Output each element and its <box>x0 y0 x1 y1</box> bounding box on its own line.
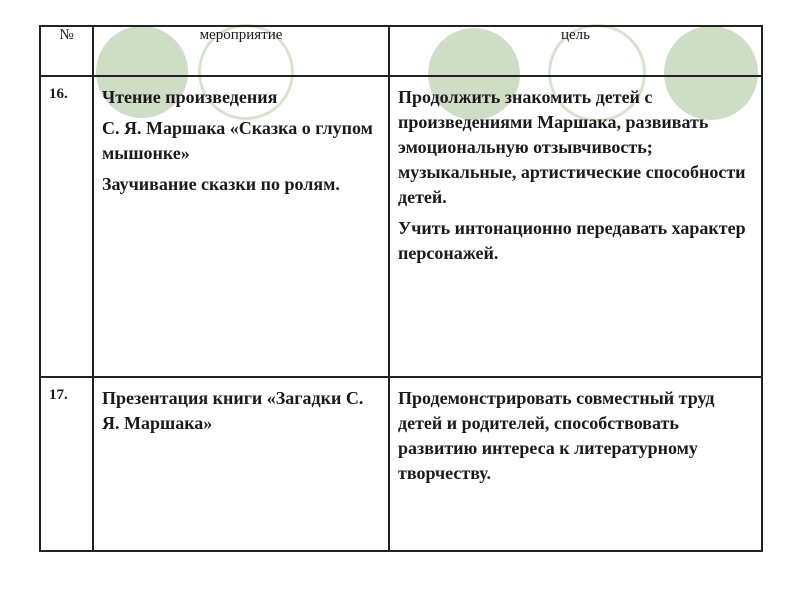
header-number: № <box>40 26 93 76</box>
goal-text: Продолжить знакомить детей с произведениями Маршака, развивать эмоциональную отзывчивость; музыкальные, артистические способности детей. <box>398 87 746 208</box>
event-cell <box>93 377 389 551</box>
goal-cell <box>389 76 762 377</box>
events-table <box>39 25 763 552</box>
goal-text: Учить интонационно передавать характер персонажей. <box>398 218 746 264</box>
table-header-row <box>40 26 762 76</box>
event-text: С. Я. Маршака «Сказка о глупом мышонке» <box>102 118 373 164</box>
event-text: Презентация книги «Загадки С. Я. Маршака» <box>102 388 364 434</box>
event-cell <box>93 76 389 377</box>
table-row <box>40 76 762 377</box>
header-event: мероприятие <box>93 26 389 76</box>
event-text: Чтение произведения <box>102 87 278 108</box>
event-text: Заучивание сказки по ролям. <box>102 174 340 195</box>
row-number: 17. <box>40 377 93 551</box>
goal-cell <box>389 377 762 551</box>
header-goal: цель <box>389 26 762 76</box>
row-number: 16. <box>40 76 93 377</box>
table-row <box>40 377 762 551</box>
goal-text: Продемонстрировать совместный труд детей и родителей, способствовать развитию интереса к литературному творчеству. <box>398 388 715 484</box>
